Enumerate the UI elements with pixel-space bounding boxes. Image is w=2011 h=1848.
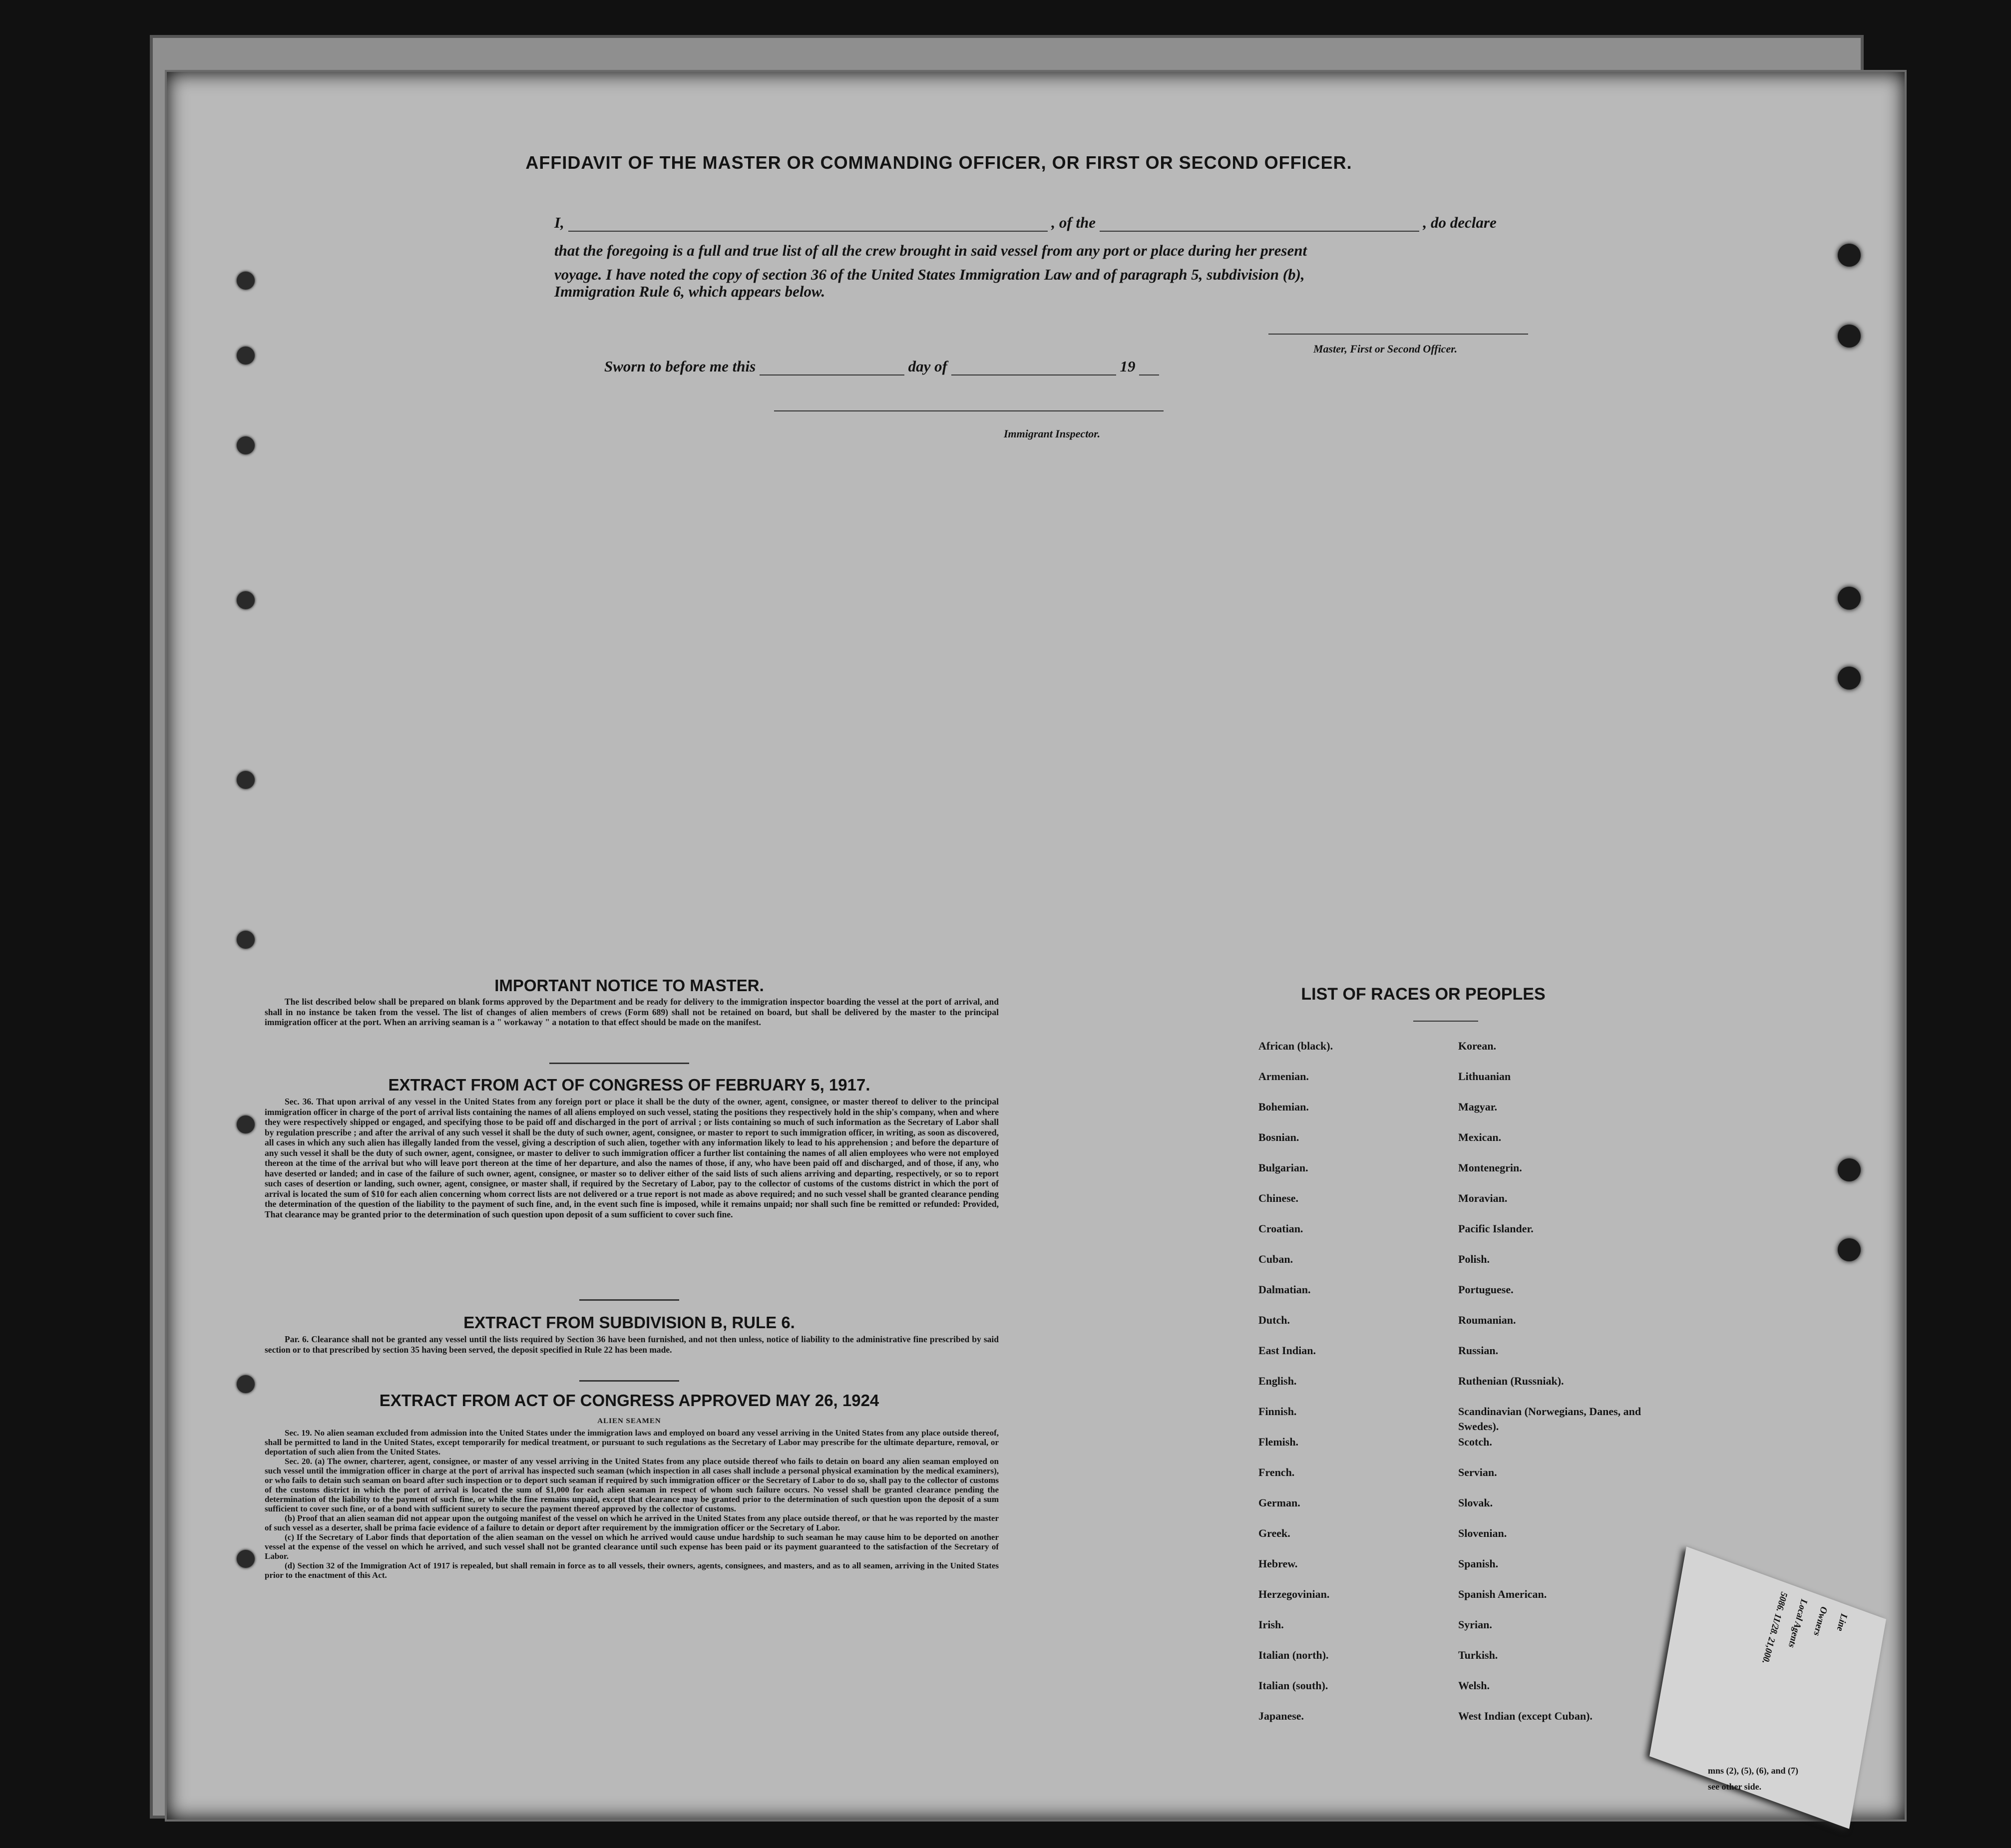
race-item: Finnish. xyxy=(1258,1405,1297,1418)
extract-1924-body xyxy=(265,1428,999,1580)
divider xyxy=(1413,1021,1478,1022)
extract-1924-title: EXTRACT FROM ACT OF CONGRESS APPROVED MAY 26, 1924 xyxy=(379,1391,879,1410)
race-item: English. xyxy=(1258,1375,1297,1387)
sticker-line: Local Agents xyxy=(1786,1597,1810,1650)
race-item: Turkish. xyxy=(1458,1649,1498,1661)
punch-hole xyxy=(1838,325,1861,348)
extract-rule6-title: EXTRACT FROM SUBDIVISION B, RULE 6. xyxy=(463,1313,795,1332)
race-item: Servian. xyxy=(1458,1466,1497,1478)
notice-body: The list described below shall be prepared on blank forms approved by the Department and be ready for delivery to the immigration inspector boarding the vessel at the port of arrival, and shall in no instance be taken from the vessel. The list of changes of alien members of crews (Form 689) shall not be retained on board, but shall be delivered by the master to the principal immigration officer at the port. When an arriving seaman is a " workaway " a notation to that effect should be made on the manifest. xyxy=(265,997,999,1027)
sec-19: Sec. 19. No alien seaman excluded from admission into the United States under the immigration laws and employed on board any vessel arriving in the United States from any place outside thereof, shall be permitted to land in the United States, except temporarily for medical treatment, or pursuant to such regulations as the Secretary of Labor may prescribe for the ultimate departure, removal, or deportation of such alien from the United States. xyxy=(265,1428,999,1457)
divider xyxy=(549,1063,689,1064)
day-of-label: day of xyxy=(908,358,947,375)
race-item: Dalmatian. xyxy=(1258,1283,1311,1296)
race-item: Spanish American. xyxy=(1458,1588,1547,1600)
race-item: Scandinavian (Norwegians, Danes, and Swedes). xyxy=(1458,1405,1641,1433)
affidavit-body-1: that the foregoing is a full and true list of all the crew brought in said vessel from any port or place during her present xyxy=(554,242,1307,259)
race-item: Ruthenian (Russniak). xyxy=(1458,1375,1564,1387)
race-item: Syrian. xyxy=(1458,1618,1492,1631)
punch-hole xyxy=(1838,1238,1861,1261)
sworn-year-field[interactable] xyxy=(1139,374,1159,375)
of-the-label: , of the xyxy=(1051,214,1096,231)
race-item: Japanese. xyxy=(1258,1710,1304,1722)
affidavit-title: AFFIDAVIT OF THE MASTER OR COMMANDING OFFICER, OR FIRST OR SECOND OFFICER. xyxy=(525,152,1352,173)
race-item: Korean. xyxy=(1458,1040,1496,1052)
race-item: Hebrew. xyxy=(1258,1557,1298,1570)
divider xyxy=(579,1380,679,1382)
punch-hole xyxy=(1838,244,1861,267)
race-item: East Indian. xyxy=(1258,1344,1316,1357)
race-item: Mexican. xyxy=(1458,1131,1502,1143)
punch-hole xyxy=(1838,587,1861,610)
race-item: Portuguese. xyxy=(1458,1283,1514,1296)
races-title: LIST OF RACES OR PEOPLES xyxy=(1301,985,1546,1004)
sec-20a: Sec. 20. (a) The owner, charterer, agent, consignee, or master of any vessel arriving in the United States from any place outside thereof who fails to detain on board any alien seaman employed on such vessel until the immigration officer in charge at the port of arrival has inspected such seaman (which inspection in all cases shall include a personal physical examination by the medical examiners), or who fails to detain such seaman on board after such inspection or to deport such seaman if required by such immigration officer or the Secretary of Labor to do so, shall pay to the collector of customs of the customs district in which the port of arrival is located the sum of $1,000 for each alien seaman in respect of whom such failure occurs. No vessel shall be granted clearance pending the determination of the liability to the payment of such fine, or while the fine remains unpaid, except that clearance may be granted prior to the determination of such question upon the deposit of a sum sufficient to cover such fine, or of a bond with sufficient surety to secure the payment thereof approved by the collector of customs. xyxy=(265,1457,999,1513)
race-item: Roumanian. xyxy=(1458,1314,1516,1326)
race-item: Italian (north). xyxy=(1258,1649,1329,1661)
sticker-line: Line xyxy=(1835,1612,1850,1634)
affidavit-body-3: Immigration Rule 6, which appears below. xyxy=(554,283,825,300)
race-item: Chinese. xyxy=(1258,1192,1299,1204)
races-left-column xyxy=(1258,1039,1468,1739)
sticker-line: Owners xyxy=(1812,1604,1830,1638)
race-item: Magyar. xyxy=(1458,1101,1498,1113)
race-item: German. xyxy=(1258,1496,1300,1509)
race-item: Pacific Islander. xyxy=(1458,1222,1534,1235)
races-right-column xyxy=(1458,1039,1668,1739)
race-item: Moravian. xyxy=(1458,1192,1508,1204)
master-signature-label: Master, First or Second Officer. xyxy=(1313,343,1458,355)
race-item: Scotch. xyxy=(1458,1436,1492,1448)
race-item: Croatian. xyxy=(1258,1222,1303,1235)
race-item: Slovak. xyxy=(1458,1496,1493,1509)
race-item: Polish. xyxy=(1458,1253,1490,1265)
extract-rule6-body: Par. 6. Clearance shall not be granted any vessel until the lists required by Section 36 have been furnished, and not then unless, notice of liability to the administrative fine prescribed by said section or to that prescribed by section 35 having been served, the deposit specified in Rule 22 has been made. xyxy=(265,1334,999,1355)
race-item: West Indian (except Cuban). xyxy=(1458,1710,1593,1722)
race-item: Spanish. xyxy=(1458,1557,1499,1570)
do-declare-label: , do declare xyxy=(1423,214,1497,231)
sworn-month-field[interactable] xyxy=(951,374,1116,375)
sworn-label: Sworn to before me this xyxy=(604,358,756,375)
race-item: Lithuanian xyxy=(1458,1070,1511,1083)
sec-20c: (c) If the Secretary of Labor finds that deportation of the alien seaman on the vessel on which he arrived would cause undue hardship to such seaman he may cause him to be deported on another vessel at the expense of the vessel on which he arrived, and such vessel shall not be granted clearance until such expense has been paid or its payment guaranteed to the satisfaction of the Secretary of Labor. xyxy=(265,1532,999,1561)
race-item: Armenian. xyxy=(1258,1070,1309,1083)
sworn-day-field[interactable] xyxy=(760,374,904,375)
race-item: Cuban. xyxy=(1258,1253,1293,1265)
divider xyxy=(579,1299,679,1301)
sec-20b: (b) Proof that an alien seaman did not appear upon the outgoing manifest of the vessel on which he arrived in the United States from any place outside thereof, or that he was reported by the master of such vessel as a deserter, shall be prima facie evidence of a failure to detain or deport after requirement by the immigration officer or the Secretary of Labor. xyxy=(265,1513,999,1532)
extract-1924-subtitle: ALIEN SEAMEN xyxy=(597,1417,661,1425)
binder-holes xyxy=(232,272,262,1670)
race-item: Slovenian. xyxy=(1458,1527,1507,1539)
master-signature-line[interactable] xyxy=(1268,334,1528,335)
race-item: African (black). xyxy=(1258,1040,1333,1052)
notice-title: IMPORTANT NOTICE TO MASTER. xyxy=(494,976,764,995)
race-item: Italian (south). xyxy=(1258,1679,1328,1692)
race-item: Montenegrin. xyxy=(1458,1161,1522,1174)
affidavit-body-2: voyage. I have noted the copy of section 36 of the United States Immigration Law and of paragraph 5, subdivision (b), xyxy=(554,266,1305,283)
sworn-line xyxy=(604,358,1253,375)
race-item: Irish. xyxy=(1258,1618,1284,1631)
race-item: Herzegovinian. xyxy=(1258,1588,1330,1600)
race-item: Greek. xyxy=(1258,1527,1290,1539)
vessel-field[interactable] xyxy=(1100,231,1419,232)
race-item: Bosnian. xyxy=(1258,1131,1299,1143)
inspector-signature-label: Immigrant Inspector. xyxy=(1004,427,1101,440)
extract-1917-body: Sec. 36. That upon arrival of any vessel in the United States from any foreign port or place it shall be the duty of the owner, agent, consignee, or master thereof to deliver to the principal immigration officer in charge of the port of arrival lists containing the names of all aliens employed on such vessel, stating the positions they respectively hold in the ship's company, when and where they were respectively shipped or engaged, and specifying those to be paid off and discharged in the port of arrival ; or lists containing so much of such information as the Secretary of Labor shall by regulation prescribe ; and after the arrival of any such vessel it shall be the duty of such owner, agent, consignee, or master to report to such immigration officer, in writing, as soon as discovered, all cases in which any such alien has illegally landed from the vessel, giving a description of such alien, together with any information likely to lead to his apprehension ; and before the departure of any such vessel it shall be the duty of such owner, agent, consignee, or master to deliver to such immigration officer a further list containing the names of all alien employees who were not employed thereon at the time of the arrival but who will leave port thereon at the time of her departure, and also the names of those, if any, who have been paid off and discharged, and of those, if any, who have deserted or landed; and in case of the failure of such owner, agent, consignee, or master so to deliver either of the said lists of such aliens arriving and departing, respectively, or so to report such cases of desertion or landing, such owner, agent, consignee, or master shall, if required by the Secretary of Labor, pay to the collector of customs of the customs district in which the port of arrival is located the sum of $10 for each alien concerning whom correct lists are not delivered or a true report is not made as above required; and no such vessel shall be granted clearance pending the determination of the question of the liability to the payment of such fine, and, in the event such fine is imposed, while it remains unpaid; nor shall such fine be remitted or refunded: Provided, That clearance may be granted prior to the determination of such question upon deposit of a sum sufficient to cover such fine. xyxy=(265,1097,999,1219)
punch-hole xyxy=(1838,1158,1861,1181)
extract-1917-title: EXTRACT FROM ACT OF CONGRESS OF FEBRUARY 5, 1917. xyxy=(388,1076,870,1094)
race-item: Flemish. xyxy=(1258,1436,1299,1448)
race-item: French. xyxy=(1258,1466,1295,1478)
footer-note-2: see other side. xyxy=(1708,1782,1762,1792)
race-item: Bulgarian. xyxy=(1258,1161,1308,1174)
footer-note-1: mns (2), (5), (6), and (7) xyxy=(1708,1766,1798,1776)
inspector-signature-line[interactable] xyxy=(774,410,1164,411)
race-item: Dutch. xyxy=(1258,1314,1290,1326)
race-item: Welsh. xyxy=(1458,1679,1490,1692)
race-item: Bohemian. xyxy=(1258,1101,1309,1113)
sticker-line: 5086. 11/28. 21,000. xyxy=(1760,1590,1790,1666)
affidavit-declaration-line xyxy=(554,214,1528,232)
year-label: 19 xyxy=(1120,358,1136,375)
i-label: I, xyxy=(554,214,564,231)
sec-20d: (d) Section 32 of the Immigration Act of 1917 is repealed, but shall remain in force as to all vessels, their owners, agents, consignees, and masters, and as to all seamen, arriving in the United States prior to the enactment of this Act. xyxy=(265,1561,999,1580)
punch-hole xyxy=(1838,667,1861,690)
name-field[interactable] xyxy=(568,231,1048,232)
race-item: Russian. xyxy=(1458,1344,1499,1357)
